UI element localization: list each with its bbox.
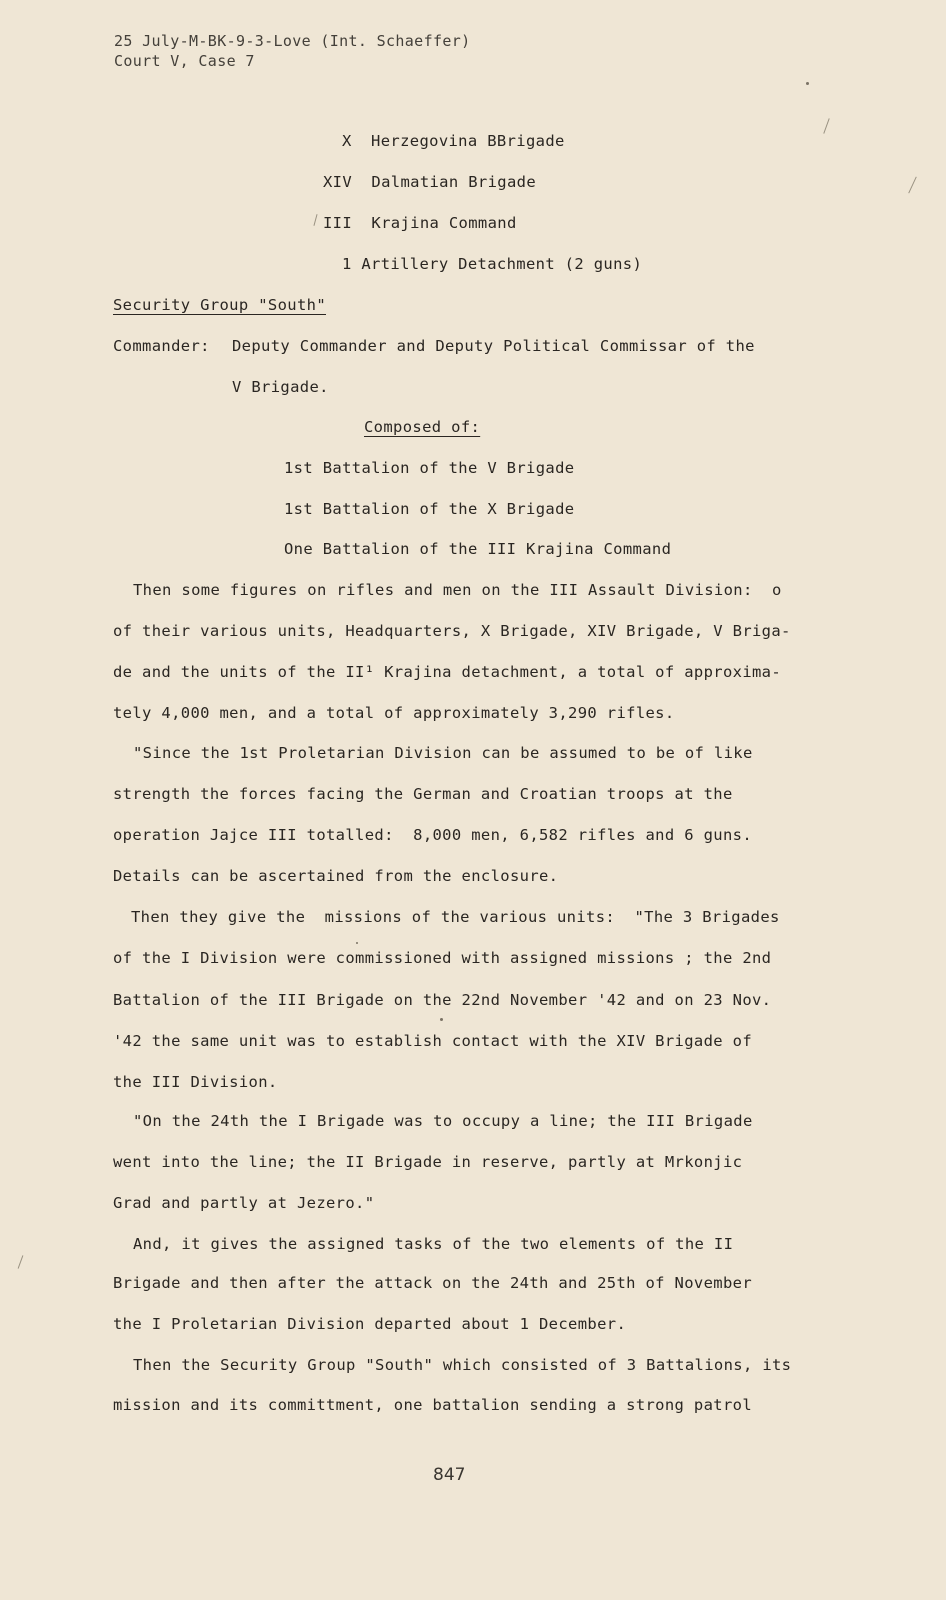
unit-line: XIV Dalmatian Brigade [323,173,536,191]
battalion-line: 1st Battalion of the V Brigade [284,459,575,477]
paper-speck [806,82,809,85]
body-line: Brigade and then after the attack on the 24th and 25th of November [113,1274,752,1292]
paper-mark [18,1255,24,1268]
commander-label: Commander: [113,337,210,355]
body-line: Then they give the missions of the various units: "The 3 Brigades [131,908,780,926]
body-line: Then some figures on rifles and men on the III Assault Division: o [133,581,782,599]
body-line: de and the units of the II¹ Krajina detachment, a total of approxima- [113,663,782,681]
body-line: the III Division. [113,1073,278,1091]
battalion-line: 1st Battalion of the X Brigade [284,500,575,518]
body-line: '42 the same unit was to establish contact with the XIV Brigade of [113,1032,752,1050]
page-number: 847 [433,1465,466,1485]
battalion-line: One Battalion of the III Krajina Command [284,540,672,558]
body-line: operation Jajce III totalled: 8,000 men, 6,582 rifles and 6 guns. [113,826,752,844]
body-line: "Since the 1st Proletarian Division can be assumed to be of like [133,744,753,762]
commander-text-continued: V Brigade. [232,378,329,396]
body-line: tely 4,000 men, and a total of approximately 3,290 rifles. [113,704,675,722]
header-court-case: Court V, Case 7 [114,52,255,70]
paper-speck [440,1018,443,1021]
unit-line: X Herzegovina BBrigade [342,132,565,150]
body-line: And, it gives the assigned tasks of the two elements of the II [133,1235,734,1253]
header-reference: 25 July-M-BK-9-3-Love (Int. Schaeffer) [114,32,471,50]
body-line: went into the line; the II Brigade in reserve, partly at Mrkonjic [113,1153,743,1171]
body-line: of their various units, Headquarters, X Brigade, XIV Brigade, V Briga- [113,622,791,640]
unit-line: III Krajina Command [323,214,517,232]
unit-line: 1 Artillery Detachment (2 guns) [342,255,643,273]
body-line: the I Proletarian Division departed about 1 December. [113,1315,627,1333]
section-heading: Security Group "South" [113,296,326,314]
paper-mark [908,177,917,194]
composed-of-heading: Composed of: [364,418,481,436]
body-line: mission and its committment, one battalion sending a strong patrol [113,1396,752,1414]
body-line: strength the forces facing the German and Croatian troops at the [113,785,733,803]
body-line: Details can be ascertained from the enclosure. [113,867,559,885]
body-line: Battalion of the III Brigade on the 22nd November '42 and on 23 Nov. [113,991,772,1009]
body-line: Grad and partly at Jezero." [113,1194,375,1212]
commander-text: Deputy Commander and Deputy Political Commissar of the [232,337,755,355]
body-line: "On the 24th the I Brigade was to occupy a line; the III Brigade [133,1112,753,1130]
body-line: Then the Security Group "South" which consisted of 3 Battalions, its [133,1356,792,1374]
paper-speck [356,942,358,944]
paper-mark [823,118,829,133]
paper-mark [313,214,317,226]
body-line: of the I Division were commissioned with assigned missions ; the 2nd [113,949,772,967]
